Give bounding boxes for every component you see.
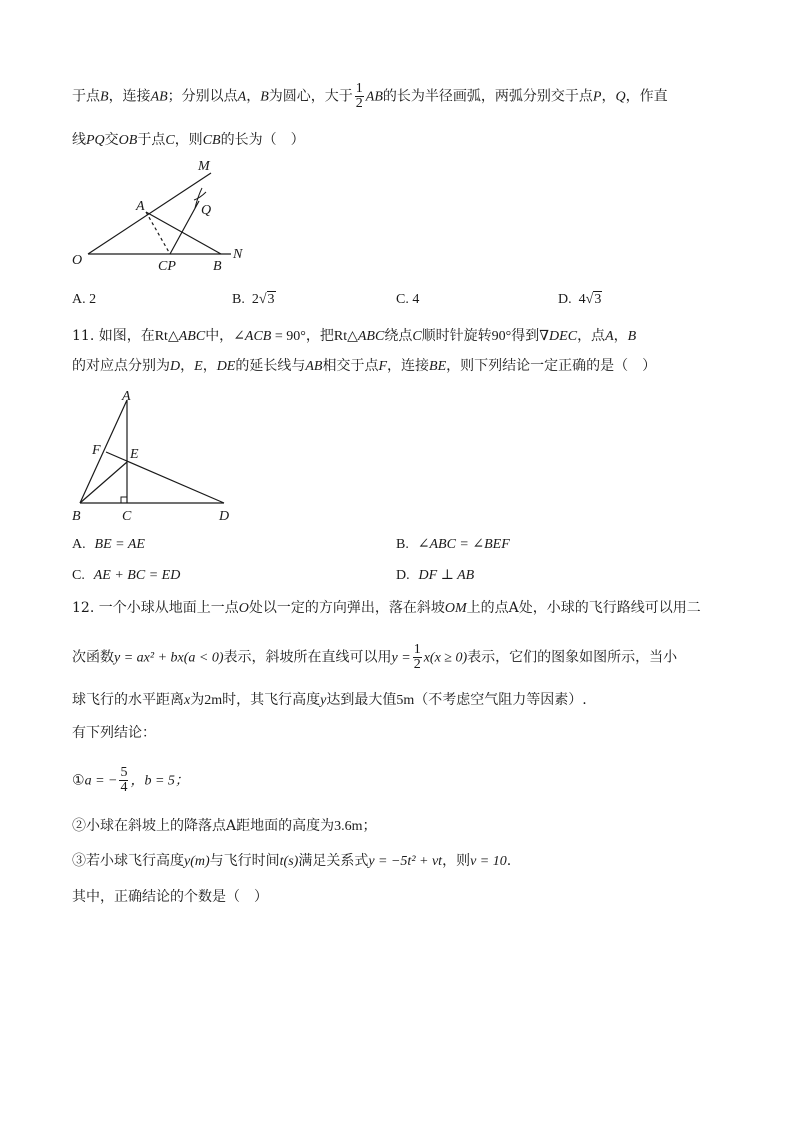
q10-line-1: 于点B，连接AB；分别以点A，B为圆心，大于 $\frac{1}{2}$ AB的长为半径画弧，两弧分别交于点P，Q，作直 (72, 81, 668, 111)
segment-de-extended (106, 452, 224, 503)
q10-line-2: 线PQ交OB于点C，则CB的长为（ ） (72, 132, 305, 148)
q11-option-a[interactable]: A. BE = AE (72, 537, 145, 552)
q10-option-c[interactable]: C. 4 (396, 292, 420, 307)
q12-line-3: 球飞行的水平距离x为2m时，其飞行高度y达到最大值5m（不考虑空气阻力等因素）. (72, 692, 587, 708)
q12-question: 其中，正确结论的个数是（ ） (72, 889, 268, 905)
segment-be (80, 462, 127, 503)
q10-option-d[interactable]: D. 4√3 (558, 292, 602, 307)
segment-ab (80, 400, 127, 503)
segment-ab (146, 212, 221, 254)
q11-line-2: 的对应点分别为D，E，DE的延长线与AB相交于点F，连接BE，则下列结论一定正确的是（ ） (72, 358, 657, 374)
right-angle-mark (121, 497, 127, 503)
q12-conclusion-2: ②小球在斜坡上的降落点A距地面的高度为3.6m； (72, 818, 377, 834)
q12-line-4: 有下列结论： (72, 725, 156, 741)
label-a: A (122, 389, 131, 404)
q11-geometry-figure (66, 388, 246, 524)
label-e: E (130, 447, 139, 462)
label-b: B (213, 259, 222, 274)
q11-option-b[interactable]: B. ∠ABC = ∠BEF (396, 537, 510, 552)
label-d: D (219, 509, 230, 524)
fraction-slope: $\frac{1}{2}$ (413, 642, 421, 672)
q10-option-a[interactable]: A. 2 (72, 292, 97, 307)
label-m: M (198, 159, 210, 174)
q11-option-c[interactable]: C. AE + BC = ED (72, 568, 181, 583)
fraction-one-half: $\frac{1}{2}$ (355, 81, 363, 111)
q10-option-b[interactable]: B. 2√3 (232, 292, 275, 307)
fraction-five-fourths: $\frac{5}{4}$ (120, 765, 128, 795)
label-cp: CP (158, 259, 176, 274)
label-n: N (233, 247, 243, 262)
label-f: F (92, 443, 101, 458)
q12-line-1: 12. 一个小球从地面上一点O处以一定的方向弹出，落在斜坡OM上的点A处，小球的飞行路线可以用二 (72, 600, 701, 616)
q12-conclusion-3: ③若小球飞行高度y(m)与飞行时间t(s)满足关系式y = −5t² + vt，则v = 10. (72, 853, 512, 869)
q10-geometry-figure (66, 156, 266, 276)
label-b: B (72, 509, 81, 524)
q12-line-2: 次函数y = ax² + bx(a < 0)表示，斜坡所在直线可以用y = $\frac{1}{2}$ x(x ≥ 0)表示，它们的图象如图所示，当小 (72, 642, 678, 672)
q11-option-d[interactable]: D. DF ⊥ AB (396, 568, 475, 583)
label-c: C (122, 509, 132, 524)
label-q: Q (201, 203, 212, 218)
label-o: O (72, 253, 83, 268)
q11-line-1: 11. 如图，在Rt△ABC中，∠ACB = 90°，把Rt△ABC绕点C顺时针旋转90°得到∇DEC，点A，B (72, 328, 637, 344)
q12-conclusion-1: ①a = − $\frac{5}{4}$ ，b = 5； (72, 765, 189, 795)
label-a: A (136, 199, 145, 214)
